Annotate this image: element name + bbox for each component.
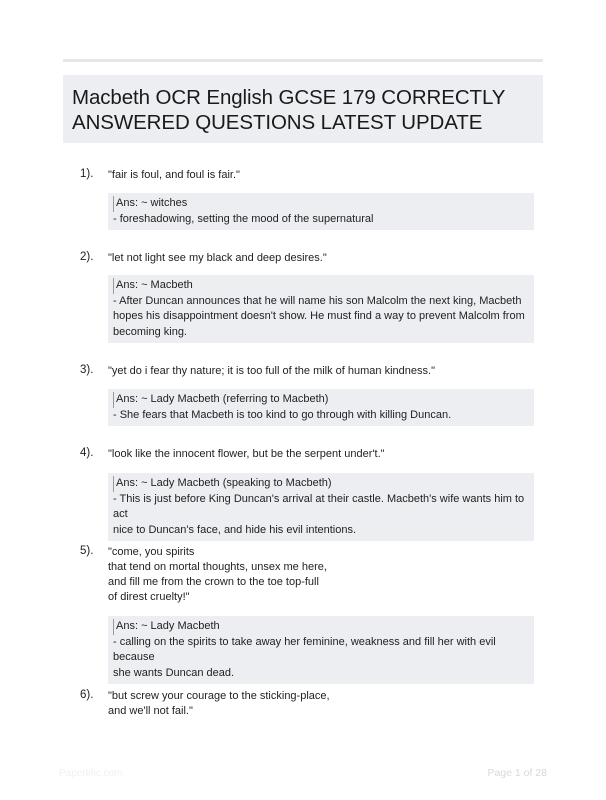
question-prompt: "look like the innocent flower, but be the serpent under't." [108,448,385,460]
document-title: Macbeth OCR English GCSE 179 CORRECTLY ANSWERED QUESTIONS LATEST UPDATE [72,86,505,134]
question-prompt: "yet do i fear thy nature; it is too full of the milk of human kindness." [108,365,435,377]
answer-heading: Ans: ~ Macbeth [113,278,530,294]
question-number: 6). [80,689,94,701]
answer-box [108,389,534,426]
question-prompt: "let not light see my black and deep desires." [108,252,327,264]
title-box [63,75,543,143]
answer-box [108,193,534,230]
answer-body: - foreshadowing, setting the mood of the supernatural [113,212,374,225]
answer-body: - calling on the spirits to take away her feminine, weakness and fill her with evil because she wants Duncan dead. [113,635,496,679]
answer-body: - This is just before King Duncan's arrival at their castle. Macbeth's wife wants him to act nice to Duncan's face, and hide his evil intentions. [113,492,525,536]
top-rule [63,59,543,62]
question-prompt: "fair is foul, and foul is fair." [108,169,240,181]
footer-site: Papertific.com [59,768,123,779]
question-number: 5). [80,545,94,557]
answer-box [108,616,534,684]
answer-heading: Ans: ~ Lady Macbeth (speaking to Macbeth) [113,476,530,492]
question-number: 1). [80,168,94,180]
answer-heading: Ans: ~ witches [113,196,530,212]
answer-body: - After Duncan announces that he will name his son Malcolm the next king, Macbeth hopes his disappointment doesn't show. He must find a way to prevent Malcolm from becoming king. [113,294,525,338]
question-number: 2). [80,251,94,263]
question-prompt: "but screw your courage to the sticking-place, and we'll not fail." [108,690,330,717]
answer-body: - She fears that Macbeth is too kind to go through with killing Duncan. [113,408,452,421]
question-prompt: "come, you spirits that tend on mortal thoughts, unsex me here, and fill me from the crown to the toe top-full of direst cruelty!" [108,546,327,603]
question-number: 4). [80,447,94,459]
question-number: 3). [80,364,94,376]
answer-box [108,473,534,541]
answer-heading: Ans: ~ Lady Macbeth [113,619,530,635]
page-indicator: Page 1 of 28 [487,767,547,779]
answer-heading: Ans: ~ Lady Macbeth (referring to Macbeth) [113,392,530,408]
answer-box [108,275,534,343]
